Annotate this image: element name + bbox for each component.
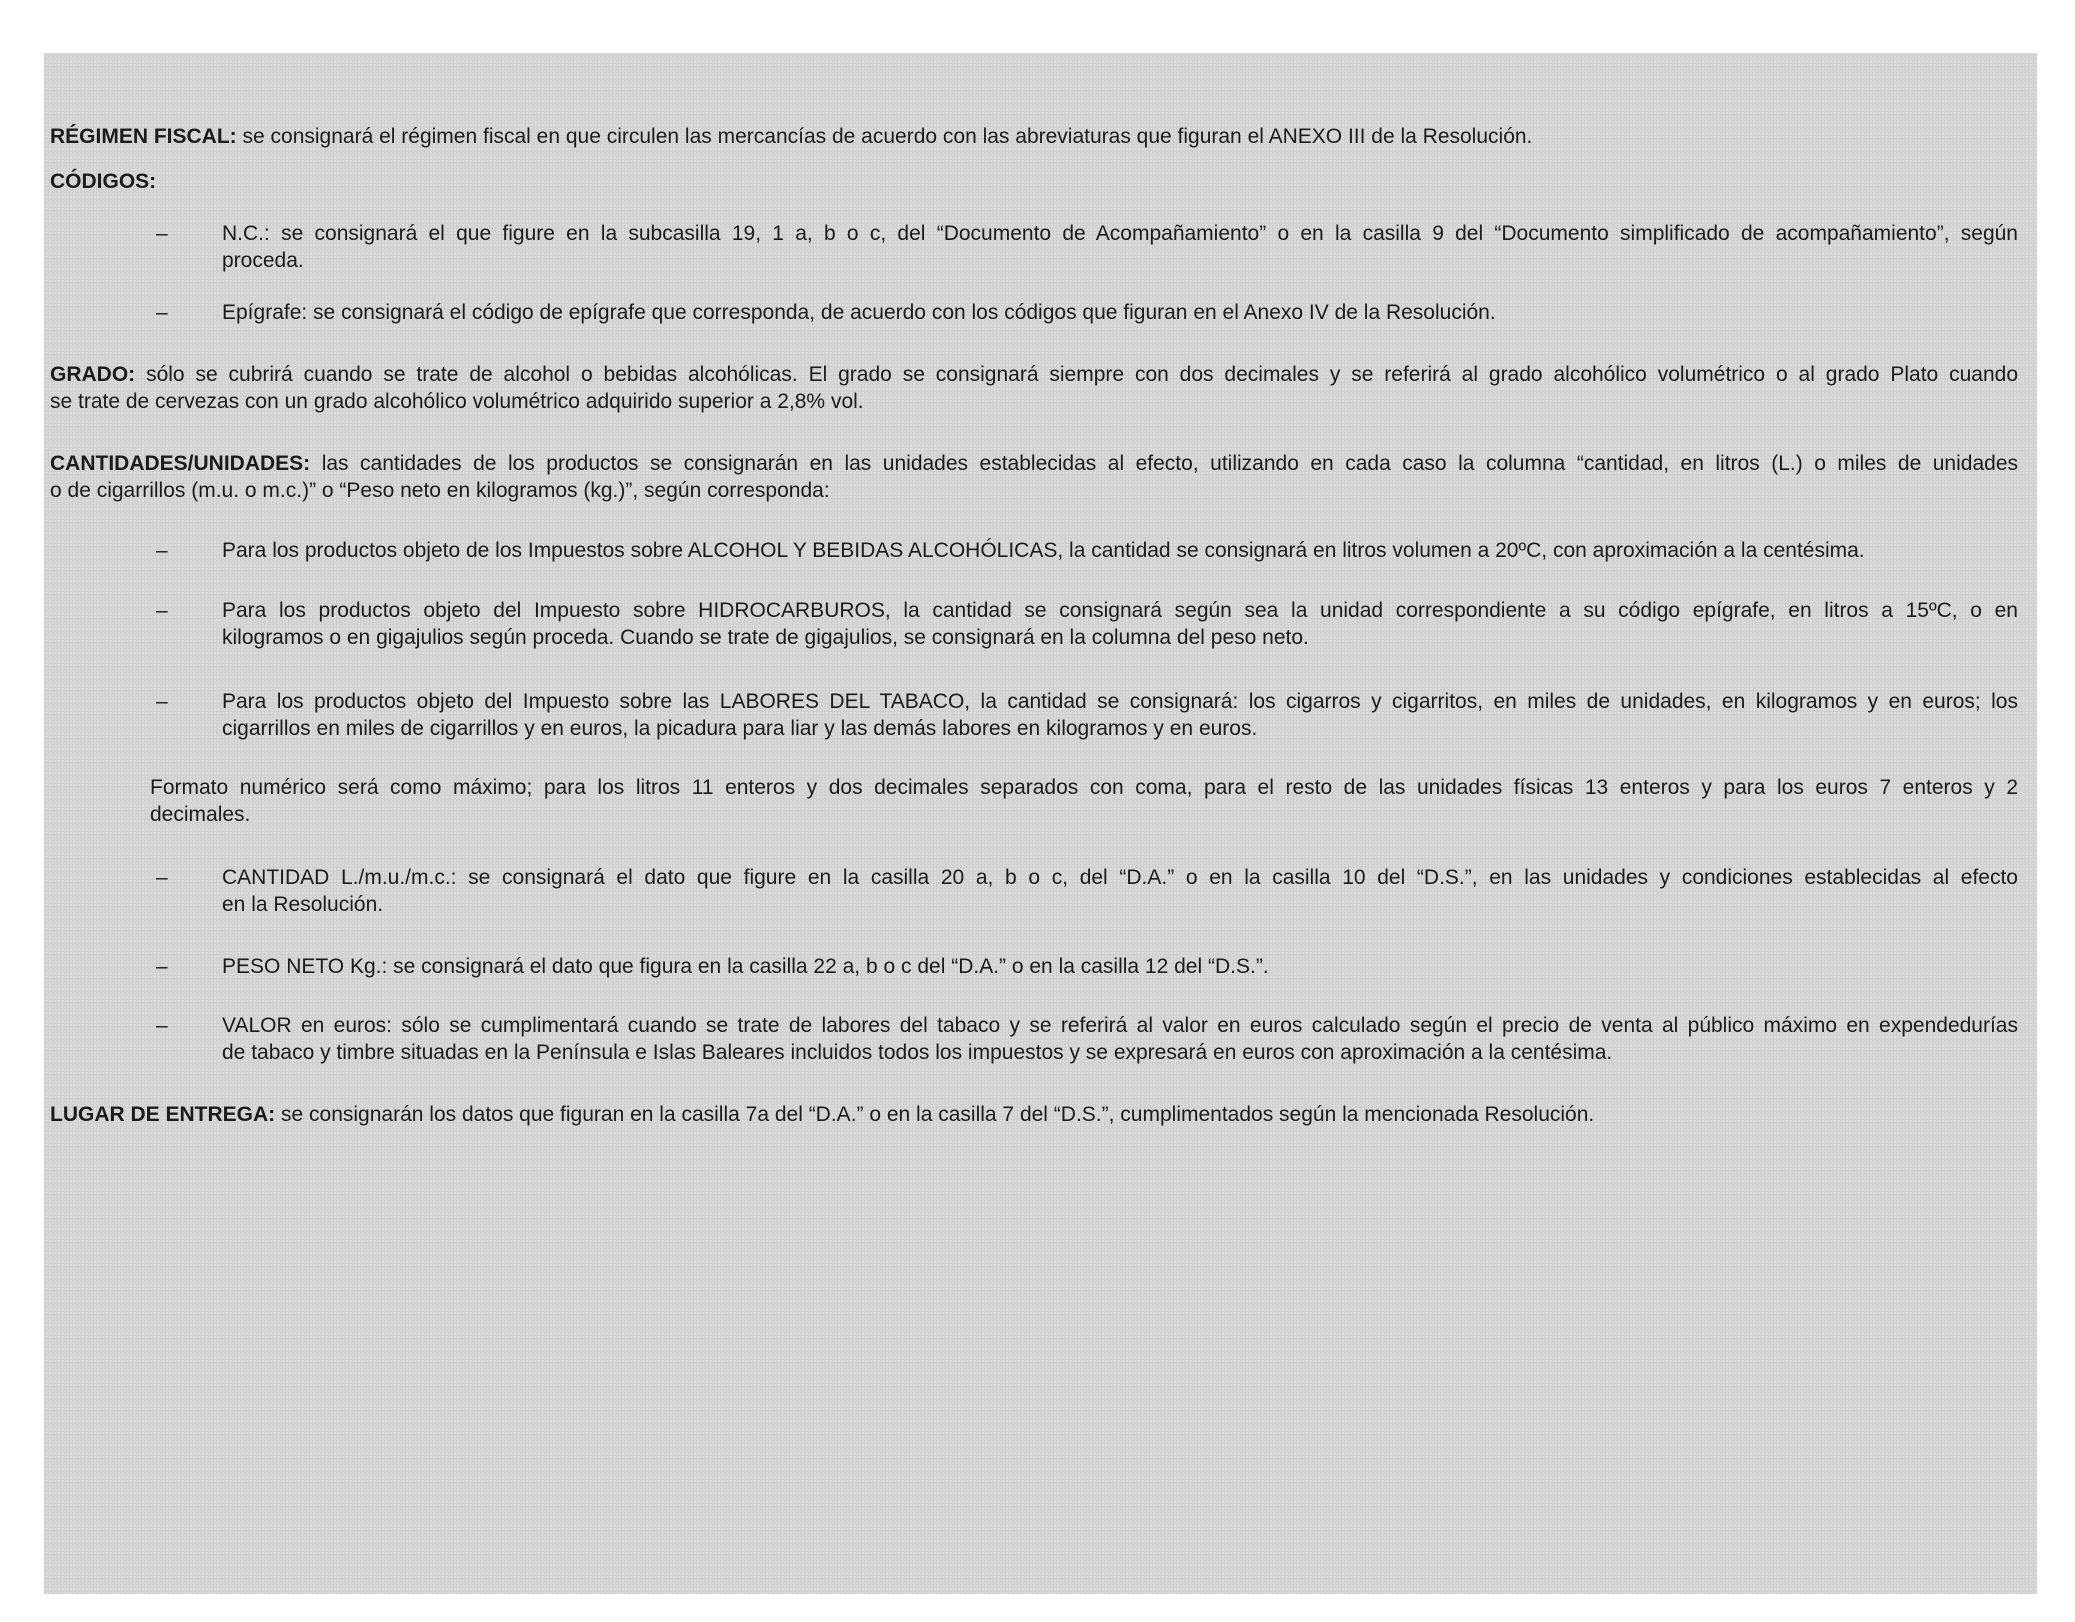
- bullet-dash: –: [156, 866, 168, 889]
- text-line: en la Resolución.: [222, 893, 384, 916]
- cantidades-unidades-text: las cantidades de los productos se consignarán en las unidades establecidas al efecto, utilizando en cada caso la columna “cantidad, en litros (L.) o miles de unidades: [321, 452, 2018, 475]
- paragraph-text: [50, 450, 2018, 504]
- cantidades-unidades-label: CANTIDADES/UNIDADES:: [50, 452, 311, 475]
- text-line: [50, 123, 2018, 150]
- text-line: de tabaco y timbre situadas en la Península e Islas Baleares incluidos todos los impuestos y se expresará en euros con aproximación a la centésima.: [222, 1041, 1613, 1064]
- lugar-entrega-label: LUGAR DE ENTREGA:: [50, 1103, 276, 1126]
- text-line: Para los productos objeto del Impuesto sobre HIDROCARBUROS, la cantidad se consignará según sea la unidad correspondiente a su código epígrafe, en litros a 15ºC, o en: [222, 599, 2018, 622]
- grado-text: sólo se cubrirá cuando se trate de alcohol o bebidas alcohólicas. El grado se consignará siempre con dos decimales y se referirá al grado alcohólico volumétrico o al grado Plato cuando: [146, 363, 2018, 386]
- regimen-fiscal-label: RÉGIMEN FISCAL:: [50, 125, 237, 148]
- item-text: [222, 597, 2018, 651]
- text-line: decimales.: [150, 803, 251, 826]
- text-line: N.C.: se consignará el que figure en la subcasilla 19, 1 a, b o c, del “Documento de Acompañamiento” o en la casilla 9 del “Documento simplificado de acompañamiento”, según: [222, 222, 2018, 245]
- text-line: cigarrillos en miles de cigarrillos y en euros, la picadura para liar y las demás labores en kilogramos y en euros.: [222, 717, 1258, 740]
- bullet-dash: –: [156, 690, 168, 713]
- bullet-dash: –: [156, 539, 168, 562]
- grado-label: GRADO:: [50, 363, 136, 386]
- text-line: kilogramos o en gigajulios según proceda. Cuando se trate de gigajulios, se consignará en la columna del peso neto.: [222, 626, 1309, 649]
- item-text: [222, 864, 2018, 918]
- lugar-entrega-text: se consignarán los datos que figuran en la casilla 7a del “D.A.” o en la casilla 7 del “D.S.”, cumplimentados según la mencionada Resolución.: [281, 1103, 1595, 1126]
- text-line: [50, 450, 2018, 477]
- text-line: [50, 168, 2018, 195]
- text-line: o de cigarrillos (m.u. o m.c.)” o “Peso neto en kilogramos (kg.)”, según corresponda:: [50, 479, 830, 502]
- text-line: Para los productos objeto de los Impuestos sobre ALCOHOL Y BEBIDAS ALCOHÓLICAS, la cantidad se consignará en litros volumen a 20ºC, con aproximación a la centésima.: [222, 539, 1865, 562]
- paragraph-text: [50, 361, 2018, 415]
- item-text: [222, 688, 2018, 742]
- text-line: CANTIDAD L./m.u./m.c.: se consignará el dato que figure en la casilla 20 a, b o c, del “D.A.” o en la casilla 10 del “D.S.”, en las unidades y condiciones establecidas al efecto: [222, 866, 2018, 889]
- item-text: [222, 220, 2018, 274]
- bullet-dash: –: [156, 955, 168, 978]
- text-line: Formato numérico será como máximo; para los litros 11 enteros y dos decimales separados con coma, para el resto de las unidades físicas 13 enteros y para los euros 7 enteros y 2: [150, 776, 2018, 799]
- text-line: VALOR en euros: sólo se cumplimentará cuando se trate de labores del tabaco y se referirá al valor en euros calculado según el precio de venta al público máximo en expendedurías: [222, 1014, 2018, 1037]
- text-line: PESO NETO Kg.: se consignará el dato que figura en la casilla 22 a, b o c del “D.A.” o en la casilla 12 del “D.S.”.: [222, 955, 1269, 978]
- text-line: se trate de cervezas con un grado alcohólico volumétrico adquirido superior a 2,8% vol.: [50, 390, 864, 413]
- text-line: Epígrafe: se consignará el código de epígrafe que corresponda, de acuerdo con los códigos que figuran en el Anexo IV de la Resolución.: [222, 301, 1496, 324]
- bullet-dash: –: [156, 1014, 168, 1037]
- paragraph-text: [50, 1101, 2018, 1128]
- paragraph-text: [50, 123, 2018, 150]
- text-line: [50, 361, 2018, 388]
- document-panel: [44, 53, 2037, 1594]
- bullet-dash: –: [156, 301, 168, 324]
- bullet-dash: –: [156, 222, 168, 245]
- paragraph-text: [150, 774, 2018, 828]
- bullet-dash: –: [156, 599, 168, 622]
- regimen-fiscal-text: se consignará el régimen fiscal en que circulen las mercancías de acuerdo con las abreviaturas que figuran el ANEXO III de la Resolución.: [242, 125, 1533, 148]
- text-line: proceda.: [222, 249, 304, 272]
- codigos-label: CÓDIGOS:: [50, 170, 157, 193]
- item-text: [222, 953, 2018, 980]
- text-line: [50, 1101, 2018, 1128]
- paragraph-text: [50, 168, 2018, 195]
- text-line: Para los productos objeto del Impuesto sobre las LABORES DEL TABACO, la cantidad se consignará: los cigarros y cigarritos, en miles de unidades, en kilogramos y en euros; los: [222, 690, 2018, 713]
- item-text: [222, 299, 2018, 326]
- item-text: [222, 1012, 2018, 1066]
- item-text: [222, 537, 2018, 564]
